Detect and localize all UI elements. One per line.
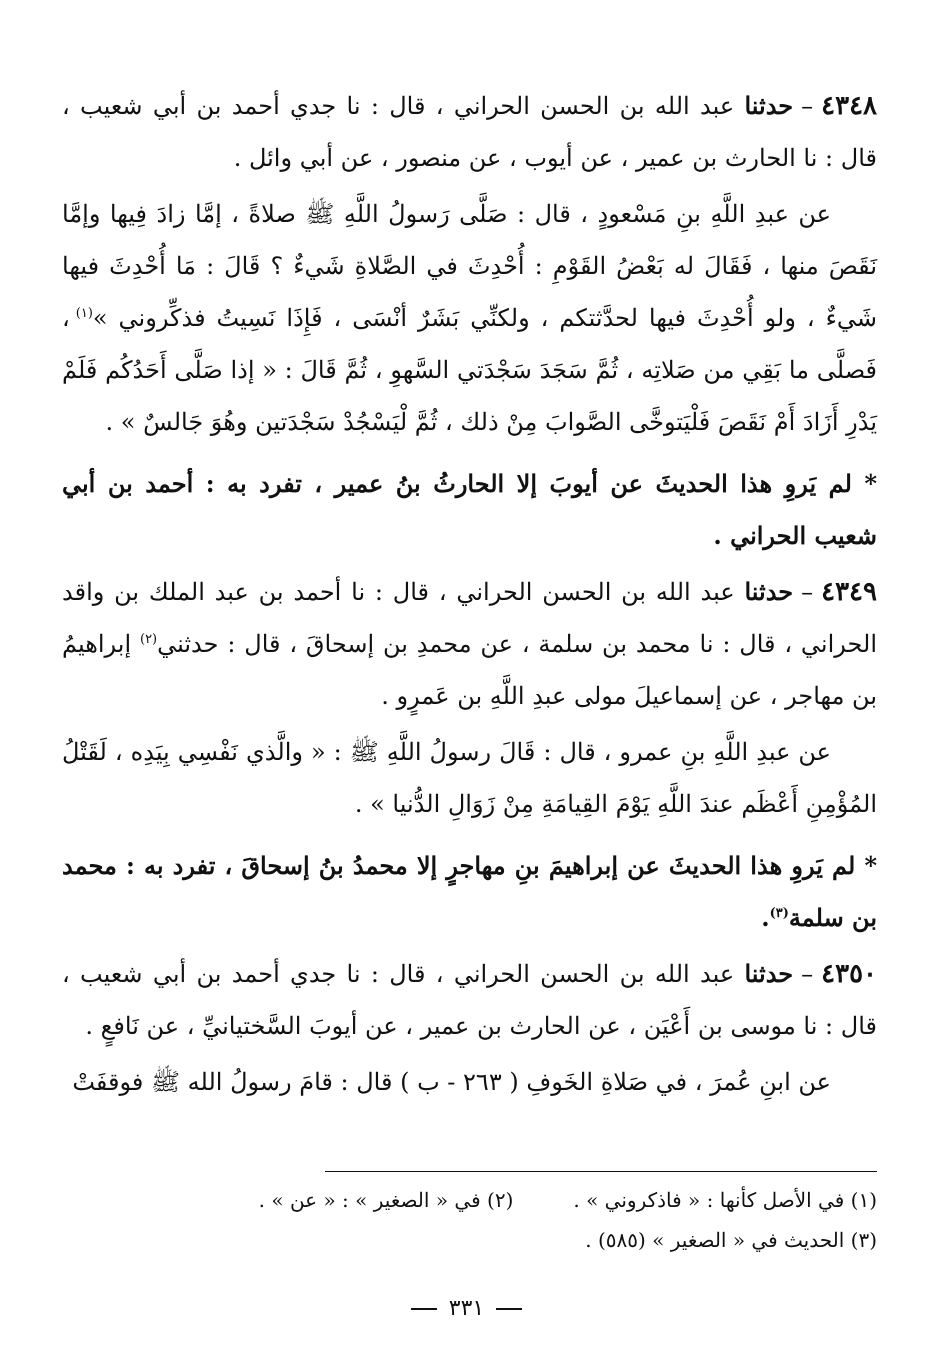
hadith-note: * لم يَروِ هذا الحديثَ عن أيوبَ إلا الحارثُ بنُ عمير ، تفرد به : أحمد بن أبي شعيب الحراني . (62, 469, 877, 550)
dash: – (801, 960, 814, 988)
hadith-matn (62, 1056, 877, 1108)
folio-dash (496, 1308, 522, 1310)
footnote-divider (325, 1171, 877, 1172)
footnote-row (62, 1220, 877, 1260)
isnad-keyword: حدثنا (744, 959, 794, 988)
note-text: * لم يَروِ هذا الحديثَ عن إبراهيمَ بنِ مهاجرٍ إلا محمدُ بنُ إسحاقَ ، تفرد به : محمد بن سلمة (62, 851, 877, 932)
dash: – (801, 578, 814, 606)
page-number-text: ٣٣١ (448, 1296, 485, 1321)
matn-text-continued: ، فَصلَّى ما بَقِي من صَلاتِه ، ثُمَّ سَجَدَ سَجْدَتي السَّهوِ ، ثُمَّ قَالَ : « إذا صَلَّى أَحَدُكُم فَلَمْ يَدْرِ أَزَادَ أَمْ نَقَصَ فَلْيَتوخَّى الصَّوابَ مِنْ ذلك ، ثُمَّ لْيَسْجُدْ سَجْدَتين وهُوَ جَالسٌ » . (62, 304, 877, 436)
matn-text: عن عبدِ اللَّهِ بنِ مَسْعودٍ ، قال : صَلَّى رَسولُ اللَّهِ ﷺ صلاةً ، إمَّا زادَ فِيها وإمَّا نَقَصَ منها ، فَقَالَ له بَعْضُ القَوْمِ : أُحْدِثَ في الصَّلاةِ شَيءٌ ؟ قَالَ : مَا أُحْدِثَ فيها شَيءٌ ، ولو أُحْدِثَ فيها لحدَّثتكم ، ولكنِّي بَشَرٌ أنْسَى ، فَإِذَا نَسِيتُ فذكِّروني » (62, 200, 877, 332)
footnote-3: (٣) الحديث في « الصغير » (٥٨٥) . (585, 1228, 877, 1252)
dash: – (801, 92, 814, 120)
footnote-1: (١) في الأصل كأنها : « فاذكروني » . (573, 1188, 877, 1212)
footnote-marker: (٢) (139, 632, 158, 647)
hadith-number: ٤٣٤٩ (821, 577, 877, 607)
footnote-2: (٢) في « الصغير » : « عن » . (258, 1188, 514, 1212)
hadith-isnad (62, 948, 877, 1052)
matn-text: عن عبدِ اللَّهِ بنِ عمرو ، قال : قَالَ رسولُ اللَّهِ ﷺ : « والَّذي نَفْسِي بِيَدِه ، لَقَتْلُ المُؤْمِنِ أَعْظَم عندَ اللَّهِ يَوْمَ القِيامَةِ مِنْ زَوَالِ الدُّنيا » . (62, 738, 877, 818)
hadith-number: ٤٣٤٨ (821, 91, 877, 121)
isnad-text-continued: إبراهيمُ بن مهاجر ، عن إسماعيلَ مولى عبدِ اللَّهِ بن عَمرٍو . (62, 630, 877, 710)
note-tail: . (761, 903, 770, 932)
footnote-marker: (١) (75, 306, 93, 321)
footnote-marker: (٣) (769, 906, 789, 921)
hadith-isnad (62, 566, 877, 722)
isnad-text: عبد الله بن الحسن الحراني ، قال : نا أحمد بن عبد الملك بن واقد الحراني ، قال : نا محمد بن سلمة ، عن محمدِ بن إسحاقَ ، قال : حدثني (62, 578, 877, 658)
hadith-number: ٤٣٥٠ (821, 959, 877, 989)
hadith-matn (62, 188, 877, 448)
matn-text: عن ابنِ عُمرَ ، في صَلاةِ الخَوفِ ( ٢٦٣ - ب ) قال : قامَ رسولُ الله ﷺ فوقفَتْ (72, 1068, 831, 1096)
isnad-keyword: حدثنا (744, 91, 794, 120)
hadith-note (62, 840, 877, 944)
isnad-text: عبد الله بن الحسن الحراني ، قال : نا جدي أحمد بن أبي شعيب ، قال : نا موسى بن أَعْيَن ، عن الحارث بن عمير ، عن أيوبَ السَّختيانيِّ ، عن نَافعٍ . (62, 960, 877, 1040)
page-number (0, 1296, 933, 1321)
footnote-row (62, 1180, 877, 1220)
isnad-text: عبد الله بن الحسن الحراني ، قال : نا جدي أحمد بن أبي شعيب ، قال : نا الحارث بن عمير ، عن أيوب ، عن منصور ، عن أبي وائل . (62, 92, 877, 172)
footnotes (62, 1180, 877, 1260)
main-text (62, 80, 877, 1108)
hadith-matn (62, 726, 877, 830)
folio-dash (411, 1308, 437, 1310)
hadith-isnad (62, 80, 877, 184)
isnad-keyword: حدثنا (744, 577, 794, 606)
